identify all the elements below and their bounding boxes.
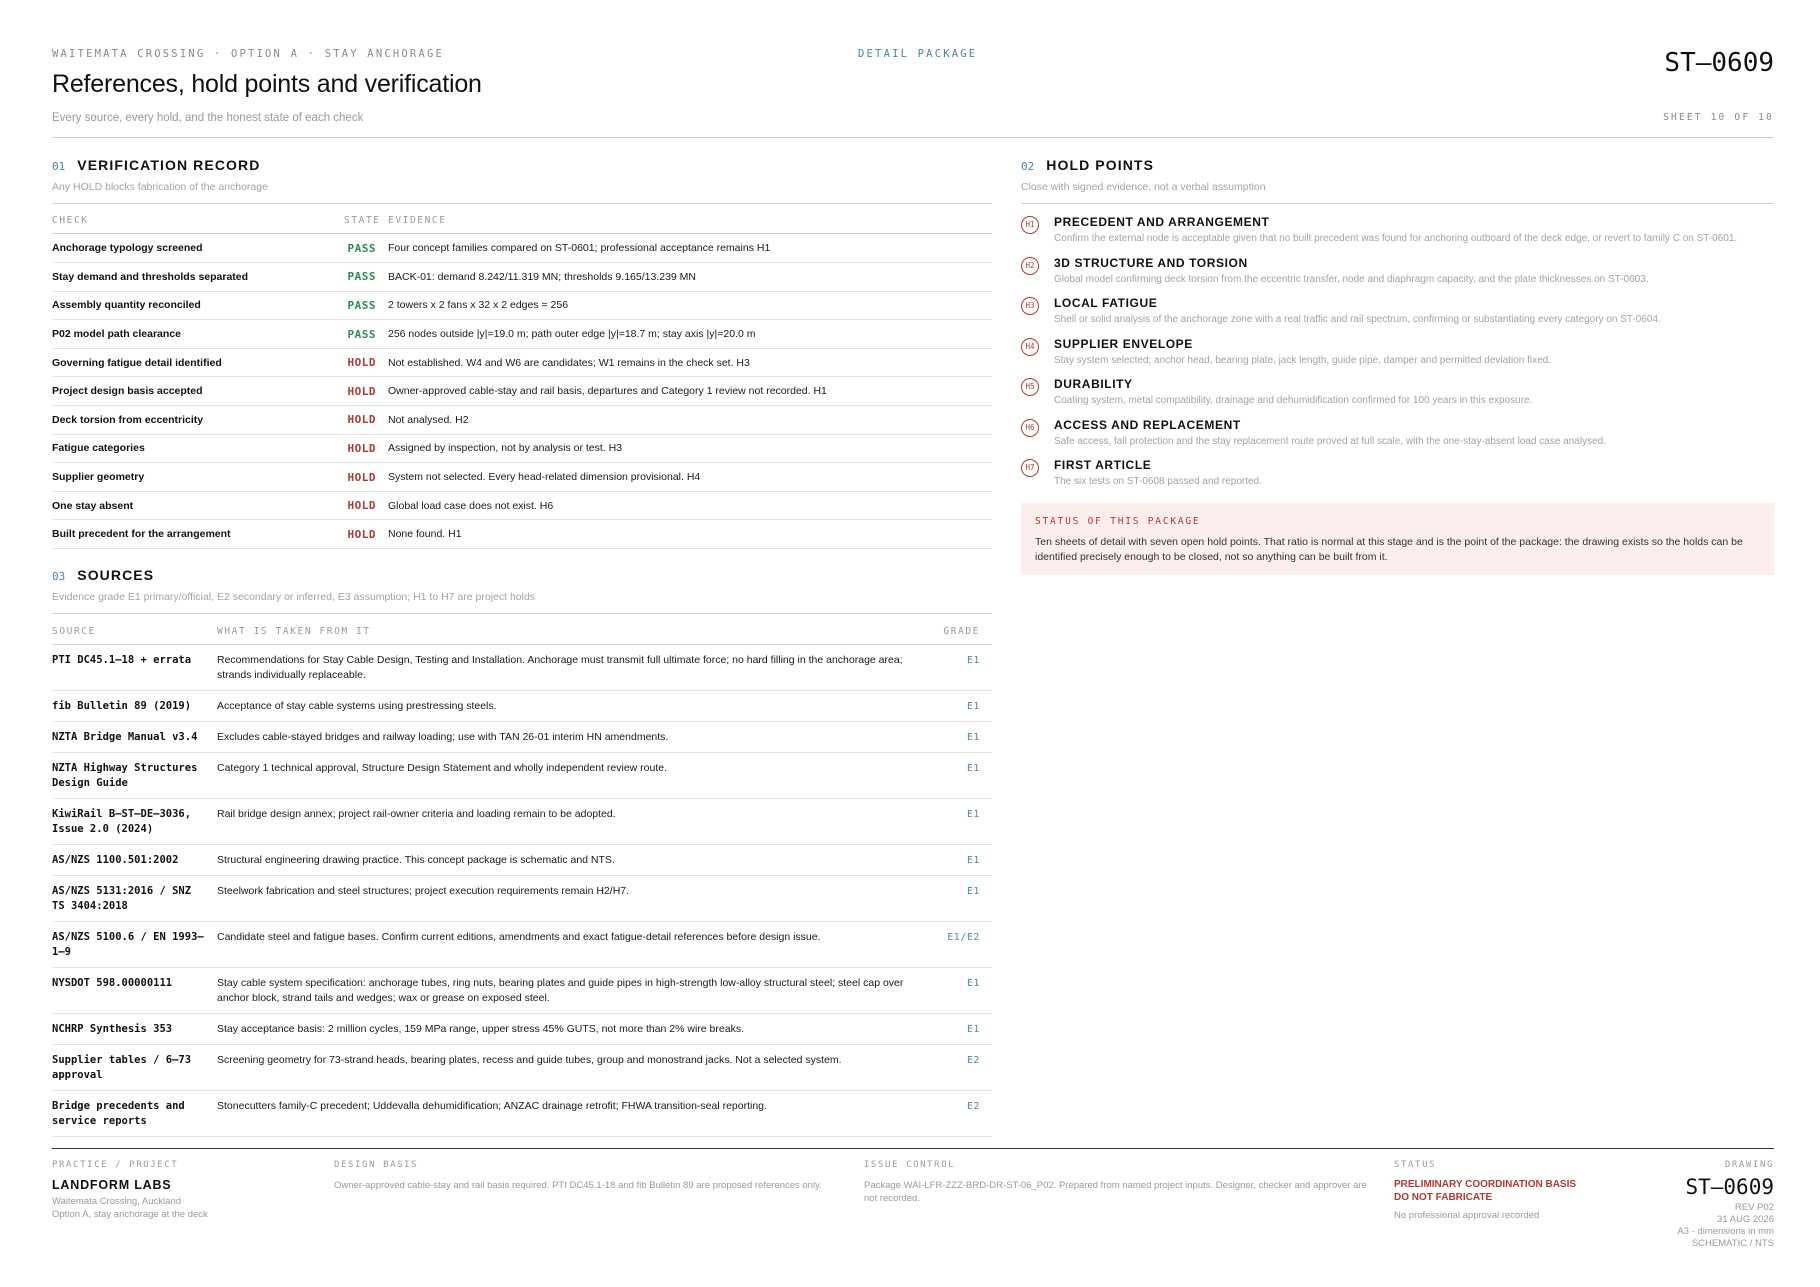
check-name: Governing fatigue detail identified	[52, 348, 342, 377]
hold-point-item	[1021, 256, 1774, 297]
issue-date: 31 AUG 2026	[1716, 1214, 1774, 1225]
footer-rule	[52, 1148, 1774, 1149]
hold-point-item	[1021, 215, 1774, 256]
source-name: NCHRP Synthesis 353	[52, 1014, 217, 1045]
status-line-1: PRELIMINARY COORDINATION BASIS	[1394, 1179, 1577, 1190]
source-grade: E2	[922, 1045, 992, 1091]
source-name: AS/NZS 1100.501:2002	[52, 845, 217, 876]
section-title: VERIFICATION RECORD	[77, 157, 261, 173]
verification-table	[52, 234, 992, 549]
evidence-text: Global load case does not exist. H6	[388, 491, 992, 520]
table-row	[52, 845, 992, 876]
hold-title: SUPPLIER ENVELOPE	[1054, 336, 1193, 351]
section-number: 02	[1021, 160, 1035, 173]
source-usage: Steelwork fabrication and steel structures; project execution requirements remain H2/H7.	[217, 876, 922, 922]
source-grade: E1	[922, 799, 992, 845]
table-row	[52, 645, 992, 691]
state-badge: HOLD	[342, 463, 388, 492]
hold-point-item	[1021, 296, 1774, 337]
source-grade: E1	[922, 876, 992, 922]
table-row	[52, 291, 992, 320]
table-row	[52, 434, 992, 463]
drawing-label: DRAWING	[1724, 1160, 1774, 1170]
evidence-text: BACK-01: demand 8.242/11.319 MN; thresholds 9.165/13.239 MN	[388, 263, 992, 292]
hold-point-item	[1021, 458, 1774, 499]
check-name: Anchorage typology screened	[52, 234, 342, 263]
source-usage: Stonecutters family-C precedent; Uddevalla dehumidification; ANZAC drainage retrofit; FHWA transition-seal reporting.	[217, 1091, 922, 1137]
source-usage: Screening geometry for 73-strand heads, bearing plates, recess and guide tubes, group and monostrand jacks. Not a selected system.	[217, 1045, 922, 1091]
check-name: Deck torsion from eccentricity	[52, 406, 342, 435]
hold-points-section	[1021, 157, 1774, 499]
source-name: PTI DC45.1–18 + errata	[52, 645, 217, 691]
hold-point-item	[1021, 377, 1774, 418]
issue-text: Package WAI-LFR-ZZZ-BRD-DR-ST-06_P02. Prepared from named project inputs. Designer, checker and approver are not recorded.	[864, 1180, 1367, 1204]
sheet-number: SHEET 10 OF 10	[1663, 112, 1774, 123]
table-row	[52, 263, 992, 292]
hold-title: PRECEDENT AND ARRANGEMENT	[1054, 215, 1270, 229]
status-label: STATUS	[1394, 1160, 1437, 1170]
state-badge: HOLD	[342, 377, 388, 406]
table-row	[52, 463, 992, 492]
check-name: Project design basis accepted	[52, 377, 342, 406]
evidence-text: Owner-approved cable-stay and rail basis, departures and Category 1 review not recorded. H1	[388, 377, 992, 406]
section-number: 01	[52, 160, 66, 173]
col-source: SOURCE	[52, 626, 96, 637]
evidence-text: Four concept families compared on ST-0601; professional acceptance remains H1	[388, 234, 992, 263]
source-usage: Category 1 technical approval, Structure Design Statement and wholly independent review route.	[217, 753, 922, 799]
source-grade: E1	[922, 722, 992, 753]
source-name: AS/NZS 5131:2016 / SNZ TS 3404:2018	[52, 876, 217, 922]
source-name: AS/NZS 5100.6 / EN 1993–1–9	[52, 922, 217, 968]
source-name: Supplier tables / 6–73 approval	[52, 1045, 217, 1091]
table-header	[52, 614, 992, 645]
basis-label: DESIGN BASIS	[334, 1160, 419, 1170]
hold-id-badge: H1	[1021, 216, 1039, 234]
hold-description: Stay system selected; anchor head, bearing plate, jack length, guide pipe, damper and permitted deviation fixed.	[1054, 354, 1551, 366]
table-row	[52, 520, 992, 549]
source-name: NYSDOT 598.00000111	[52, 968, 217, 1014]
state-badge: HOLD	[342, 520, 388, 549]
evidence-text: Assigned by inspection, not by analysis or test. H3	[388, 434, 992, 463]
section-subtitle: Evidence grade E1 primary/official, E2 secondary or inferred, E3 assumption; H1 to H7 are project holds	[52, 591, 536, 603]
footer-drawing	[1574, 1160, 1774, 1250]
source-name: KiwiRail B–ST–DE–3036, Issue 2.0 (2024)	[52, 799, 217, 845]
table-row	[52, 348, 992, 377]
hold-point-item	[1021, 337, 1774, 378]
check-name: Built precedent for the arrangement	[52, 520, 342, 549]
state-badge: HOLD	[342, 434, 388, 463]
source-grade: E1	[922, 1014, 992, 1045]
hold-id-badge: H5	[1021, 378, 1039, 396]
source-grade: E1	[922, 691, 992, 722]
sources-section	[52, 567, 992, 1137]
table-header	[52, 204, 992, 234]
section-subtitle: Any HOLD blocks fabrication of the anchorage	[52, 181, 268, 193]
check-name: Fatigue categories	[52, 434, 342, 463]
table-row	[52, 320, 992, 349]
check-name: One stay absent	[52, 491, 342, 520]
hold-description: Coating system, metal compatibility, drainage and dehumidification confirmed for 100 years in this exposure.	[1054, 395, 1533, 406]
table-row	[52, 876, 992, 922]
hold-description: Shell or solid analysis of the anchorage zone with a real traffic and rail spectrum, confirming or substantiating every category on ST-0604.	[1054, 314, 1661, 325]
hold-title: 3D STRUCTURE AND TORSION	[1054, 255, 1248, 270]
hold-description: Global model confirming deck torsion from the eccentric transfer, node and diaphragm capacity, and the plate thicknesses on ST-0603.	[1054, 273, 1649, 285]
source-usage: Structural engineering drawing practice. This concept package is schematic and NTS.	[217, 845, 922, 876]
source-usage: Excludes cable-stayed bridges and railway loading; use with TAN 26-01 interim HN amendments.	[217, 722, 922, 753]
hold-title: DURABILITY	[1054, 377, 1133, 391]
table-row	[52, 753, 992, 799]
source-grade: E1	[922, 968, 992, 1014]
table-row	[52, 1091, 992, 1137]
page-title: References, hold points and verification	[52, 70, 482, 98]
check-name: P02 model path clearance	[52, 320, 342, 349]
state-badge: HOLD	[342, 406, 388, 435]
package-status-box	[1021, 503, 1774, 575]
status-text: Ten sheets of detail with seven open hold points. That ratio is normal at this stage and is the point of the package: the drawing exists so the holds can be identified precisely enough to be closed, not so anything can be built from it.	[1035, 536, 1743, 563]
state-badge: PASS	[342, 291, 388, 320]
issue-label: ISSUE CONTROL	[864, 1160, 956, 1170]
col-evidence: EVIDENCE	[388, 215, 447, 226]
check-name: Stay demand and thresholds separated	[52, 263, 342, 292]
evidence-text: Not analysed. H2	[388, 406, 992, 435]
table-row	[52, 377, 992, 406]
section-title: SOURCES	[77, 567, 155, 583]
state-badge: HOLD	[342, 491, 388, 520]
footer-practice	[52, 1160, 302, 1221]
source-name: NZTA Highway Structures Design Guide	[52, 753, 217, 799]
hold-title: ACCESS AND REPLACEMENT	[1054, 417, 1241, 432]
section-number: 03	[52, 570, 66, 583]
sources-table	[52, 645, 992, 1137]
source-grade: E1	[922, 753, 992, 799]
hold-title: FIRST ARTICLE	[1054, 458, 1152, 472]
table-row	[52, 1045, 992, 1091]
practice-line-1: Waitemata Crossing, Auckland	[52, 1196, 182, 1207]
evidence-text: None found. H1	[388, 520, 992, 549]
hold-id-badge: H4	[1021, 338, 1039, 356]
source-name: Bridge precedents and service reports	[52, 1091, 217, 1137]
state-badge: HOLD	[342, 348, 388, 377]
hold-id-badge: H2	[1021, 257, 1039, 275]
verification-section	[52, 157, 992, 549]
source-grade: E2	[922, 1091, 992, 1137]
revision: REV P02	[1734, 1202, 1774, 1213]
source-usage: Rail bridge design annex; project rail-owner criteria and loading remain to be adopted.	[217, 799, 922, 845]
hold-title: LOCAL FATIGUE	[1054, 296, 1158, 310]
col-grade: GRADE	[943, 626, 980, 637]
source-usage: Acceptance of stay cable systems using prestressing steels.	[217, 691, 922, 722]
source-name: fib Bulletin 89 (2019)	[52, 691, 217, 722]
hold-id-badge: H7	[1021, 459, 1039, 477]
status-note: No professional approval recorded	[1394, 1210, 1540, 1221]
table-row	[52, 968, 992, 1014]
evidence-text: 2 towers x 2 fans x 32 x 2 edges = 256	[388, 291, 992, 320]
footer-drawing-number: ST–0609	[1685, 1175, 1774, 1199]
evidence-text: Not established. W4 and W6 are candidates; W1 remains in the check set. H3	[388, 348, 992, 377]
status-label: STATUS OF THIS PACKAGE	[1035, 516, 1201, 527]
table-row	[52, 1014, 992, 1045]
basis-text: Owner-approved cable-stay and rail basis required. PTI DC45.1-18 and fib Bulletin 89 are proposed references only.	[334, 1180, 822, 1191]
footer-issue-control	[864, 1160, 1374, 1205]
check-name: Supplier geometry	[52, 463, 342, 492]
project-kicker: WAITEMATA CROSSING · OPTION A · STAY ANCHORAGE	[52, 48, 444, 60]
practice-line-2: Option A, stay anchorage at the deck	[52, 1209, 208, 1220]
table-row	[52, 406, 992, 435]
header-rule	[52, 137, 1774, 138]
practice-label: PRACTICE / PROJECT	[52, 1160, 179, 1170]
section-title: HOLD POINTS	[1046, 157, 1155, 173]
col-check: CHECK	[52, 215, 89, 226]
source-grade: E1	[922, 845, 992, 876]
source-grade: E1/E2	[922, 922, 992, 968]
status-line-2: DO NOT FABRICATE	[1394, 1192, 1493, 1203]
table-row	[52, 922, 992, 968]
state-badge: PASS	[342, 320, 388, 349]
table-row	[52, 722, 992, 753]
package-label: DETAIL PACKAGE	[858, 48, 978, 60]
source-name: NZTA Bridge Manual v3.4	[52, 722, 217, 753]
footer-design-basis	[334, 1160, 834, 1192]
state-badge: PASS	[342, 234, 388, 263]
source-grade: E1	[922, 645, 992, 691]
state-badge: PASS	[342, 263, 388, 292]
source-usage: Recommendations for Stay Cable Design, Testing and Installation. Anchorage must transmit full ultimate force; no hard filling in the anchorage area; strands individually replaceable.	[217, 645, 922, 691]
drawing-number: ST–0609	[1664, 48, 1774, 78]
hold-points-list	[1021, 215, 1774, 499]
col-taken: WHAT IS TAKEN FROM IT	[217, 626, 371, 637]
check-name: Assembly quantity reconciled	[52, 291, 342, 320]
table-row	[52, 799, 992, 845]
practice-name: LANDFORM LABS	[52, 1178, 172, 1192]
col-state: STATE	[344, 215, 381, 226]
source-usage: Stay acceptance basis: 2 million cycles, 159 MPa range, upper stress 45% GUTS, not more than 2% wire breaks.	[217, 1014, 922, 1045]
source-usage: Candidate steel and fatigue bases. Confirm current editions, amendments and exact fatigue-detail references before design issue.	[217, 922, 922, 968]
sheet-format: A3 - dimensions in mm	[1677, 1226, 1774, 1237]
section-subtitle: Close with signed evidence, not a verbal assumption	[1021, 181, 1266, 193]
evidence-text: System not selected. Every head-related dimension provisional. H4	[388, 463, 992, 492]
table-row	[52, 491, 992, 520]
hold-description: Safe access, fall protection and the stay replacement route proved at full scale, with the one-stay-absent load case analysed.	[1054, 435, 1606, 447]
hold-id-badge: H6	[1021, 419, 1039, 437]
hold-id-badge: H3	[1021, 297, 1039, 315]
hold-description: The six tests on ST-0608 passed and reported.	[1054, 476, 1262, 487]
evidence-text: 256 nodes outside |y|=19.0 m; path outer edge |y|=18.7 m; stay axis |y|=20.0 m	[388, 320, 992, 349]
scale: SCHEMATIC / NTS	[1691, 1238, 1774, 1249]
hold-description: Confirm the external node is acceptable given that no built precedent was found for anchoring outboard of the deck edge, or revert to family C on ST-0601.	[1054, 233, 1738, 244]
table-row	[52, 234, 992, 263]
table-row	[52, 691, 992, 722]
hold-point-item	[1021, 418, 1774, 459]
page-subtitle: Every source, every hold, and the honest state of each check	[52, 112, 364, 124]
source-usage: Stay cable system specification: anchorage tubes, ring nuts, bearing plates and guide pipes in high-strength low-alloy structural steel; steel cap over anchor block, strand tails and wedges; wax or grease on exposed steel.	[217, 968, 922, 1014]
